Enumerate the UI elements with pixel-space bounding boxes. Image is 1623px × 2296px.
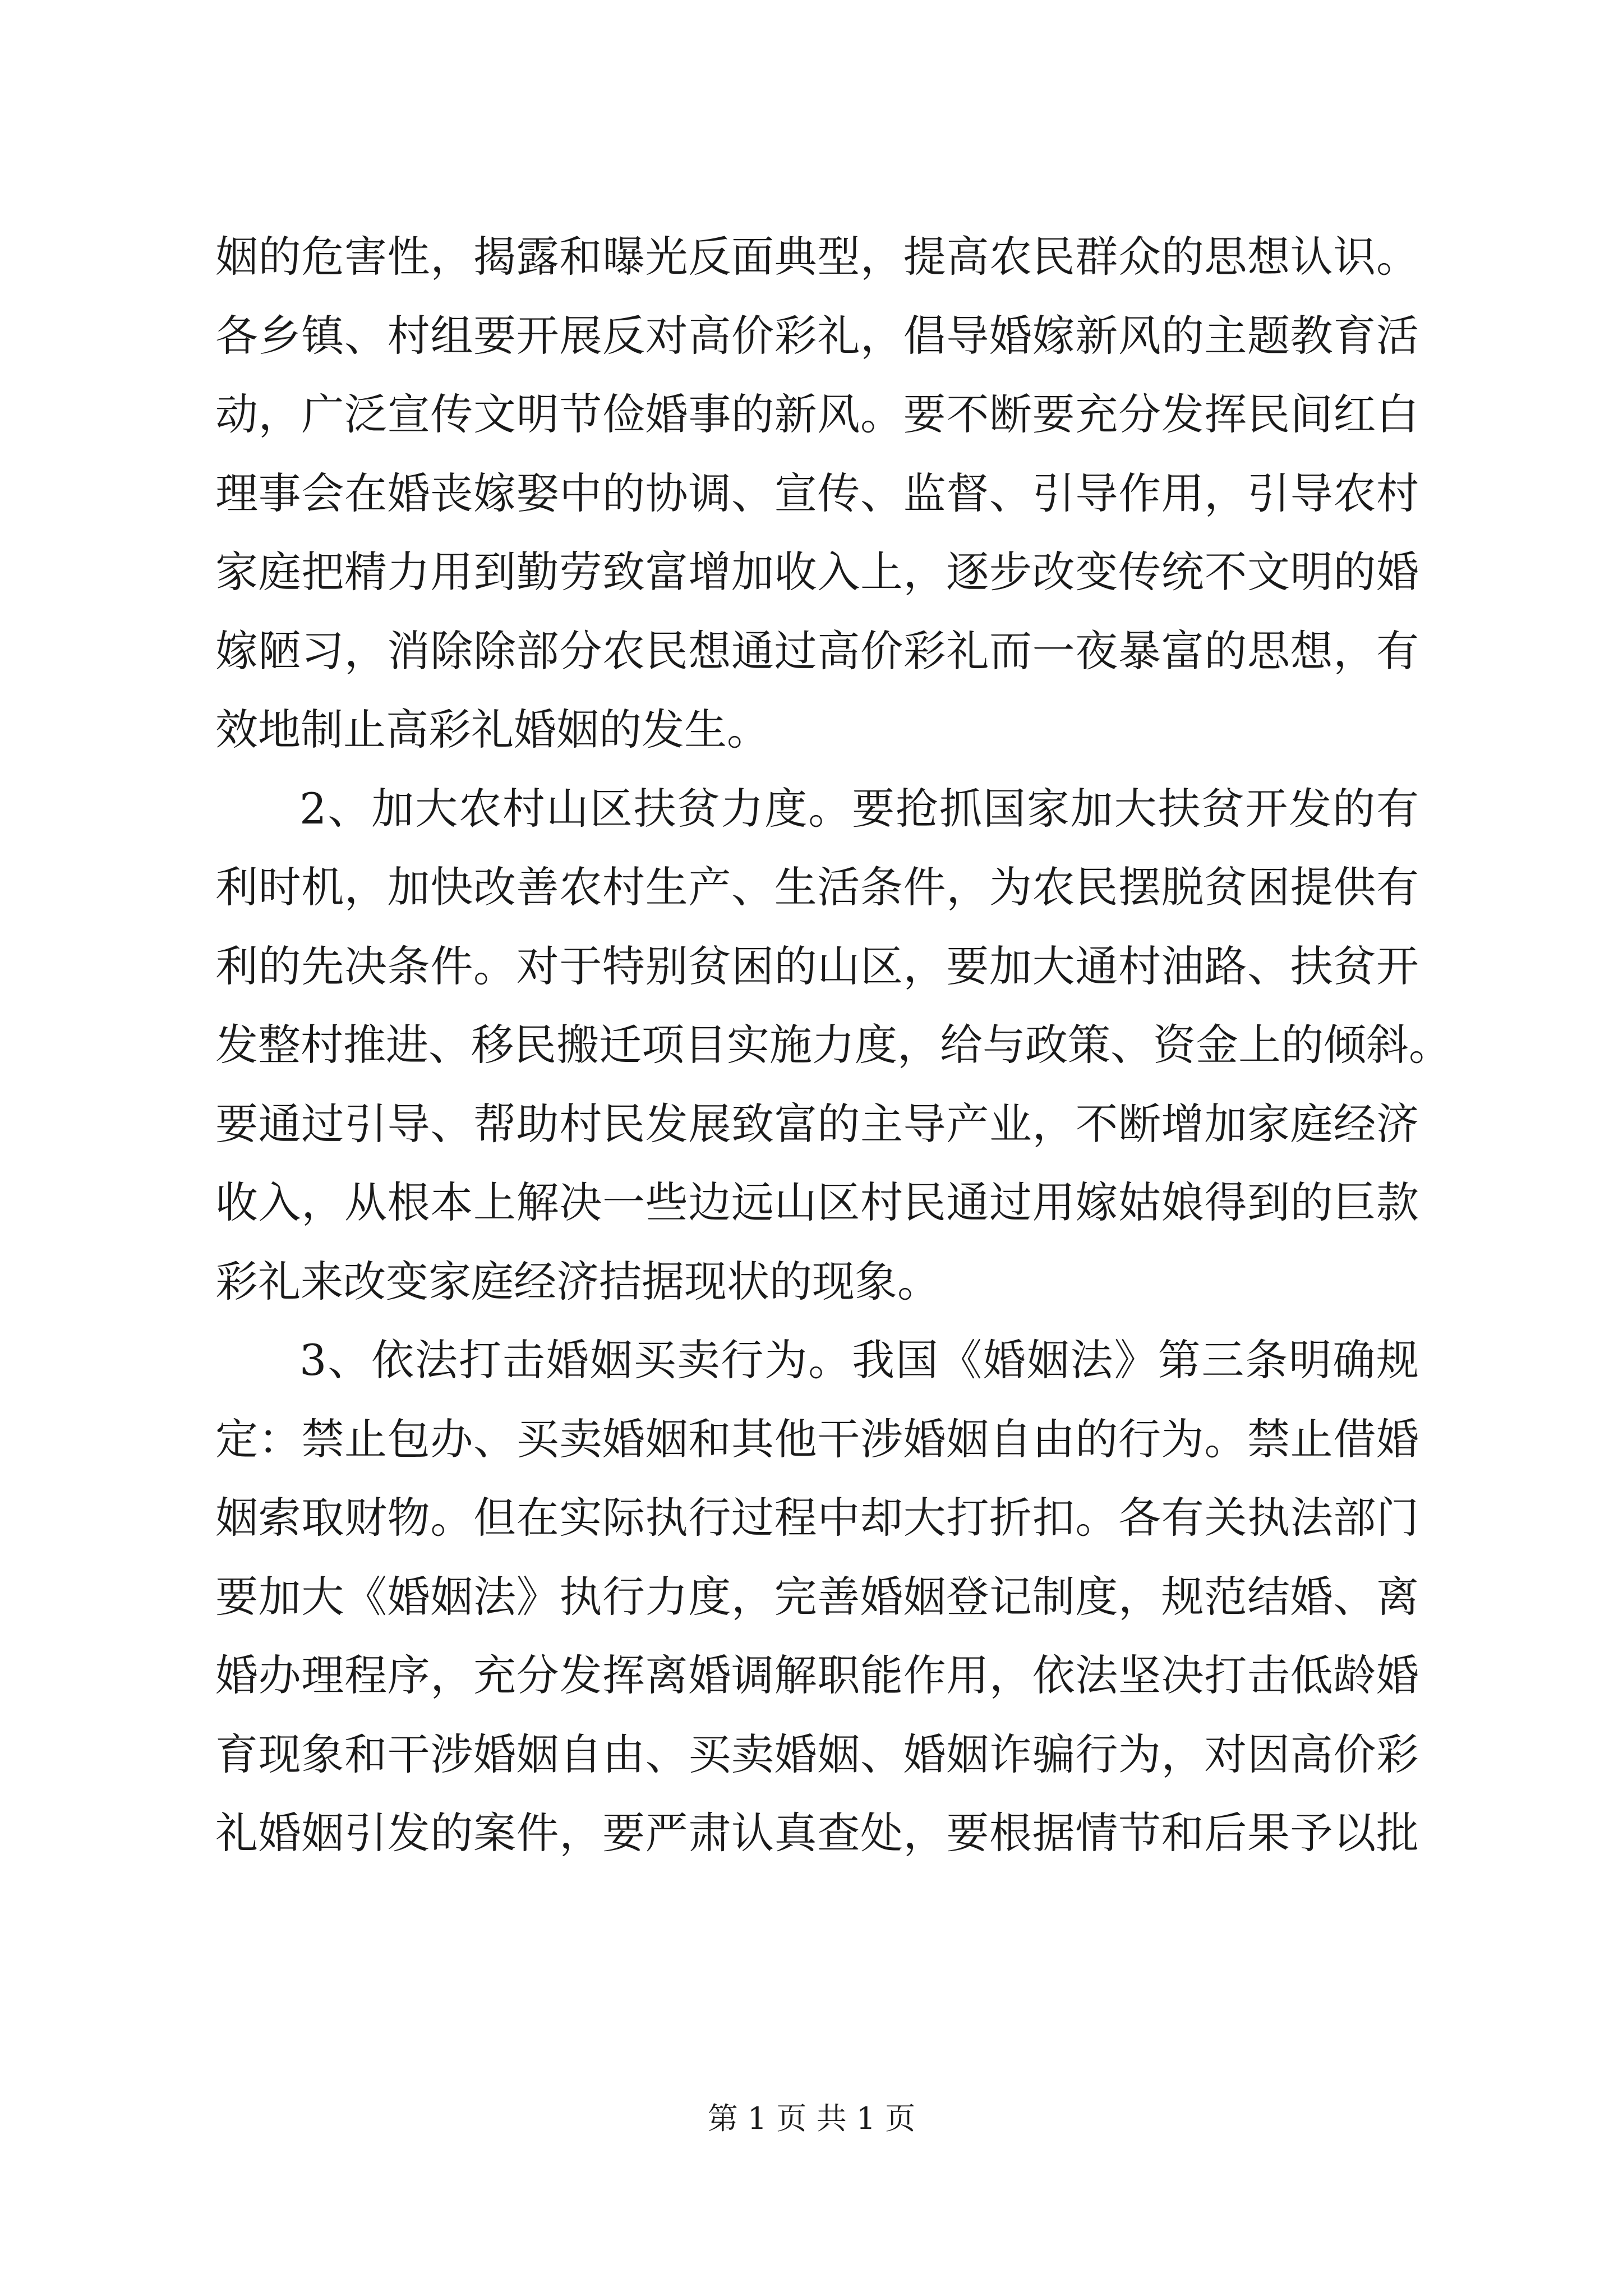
text-line-10: 利的先决条件。对于特别贫困的山区，要加大通村油路、扶贫开 (215, 941, 1419, 991)
page-number-footer: 第 1 页 共 1 页 (707, 2101, 916, 2136)
text-line-20: 育现象和干涉婚姻自由、买卖婚姻、婚姻诈骗行为，对因高价彩 (215, 1729, 1419, 1779)
text-line-17: 姻索取财物。但在实际执行过程中却大打折扣。各有关执法部门 (215, 1493, 1419, 1543)
body-text (215, 218, 1451, 1873)
text-line-5: 家庭把精力用到勤劳致富增加收入上，逐步改变传统不文明的婚 (215, 547, 1419, 597)
text-line-16: 定：禁止包办、买卖婚姻和其他干涉婚姻自由的行为。禁止借婚 (215, 1414, 1419, 1464)
text-line-7: 效地制止高彩礼婚姻的发生。 (215, 705, 769, 754)
text-line-21: 礼婚姻引发的案件，要严肃认真查处，要根据情节和后果予以批 (215, 1808, 1419, 1858)
text-line-6: 嫁陋习，消除除部分农民想通过高价彩礼而一夜暴富的思想，有 (215, 625, 1419, 676)
text-line-15: 3、依法打击婚姻买卖行为。我国《婚姻法》第三条明确规 (299, 1335, 1419, 1385)
text-line-18: 要加大《婚姻法》执行力度，完善婚姻登记制度，规范结婚、离 (215, 1571, 1419, 1622)
text-line-19: 婚办理程序，充分发挥离婚调解职能作用，依法坚决打击低龄婚 (215, 1650, 1419, 1700)
text-line-12: 要通过引导、帮助村民发展致富的主导产业，不断增加家庭经济 (215, 1098, 1419, 1149)
text-line-4: 理事会在婚丧嫁娶中的协调、宣传、监督、引导作用，引导农村 (215, 468, 1419, 518)
text-line-9: 利时机，加快改善农村生产、生活条件，为农民摆脱贫困提供有 (215, 862, 1419, 912)
text-line-3: 动，广泛宣传文明节俭婚事的新风。要不断要充分发挥民间红白 (215, 389, 1419, 439)
text-line-2: 各乡镇、村组要开展反对高价彩礼，倡导婚嫁新风的主题教育活 (215, 310, 1419, 361)
text-line-8: 2、加大农村山区扶贫力度。要抢抓国家加大扶贫开发的有 (299, 783, 1419, 834)
text-line-11: 发整村推进、移民搬迁项目实施力度，给与政策、资金上的倾斜。 (215, 1020, 1451, 1070)
text-line-1: 姻的危害性，揭露和曝光反面典型，提高农民群众的思想认识。 (215, 232, 1419, 282)
text-line-13: 收入，从根本上解决一些边远山区村民通过用嫁姑娘得到的巨款 (215, 1177, 1419, 1227)
text-line-14: 彩礼来改变家庭经济拮据现状的现象。 (215, 1256, 940, 1306)
